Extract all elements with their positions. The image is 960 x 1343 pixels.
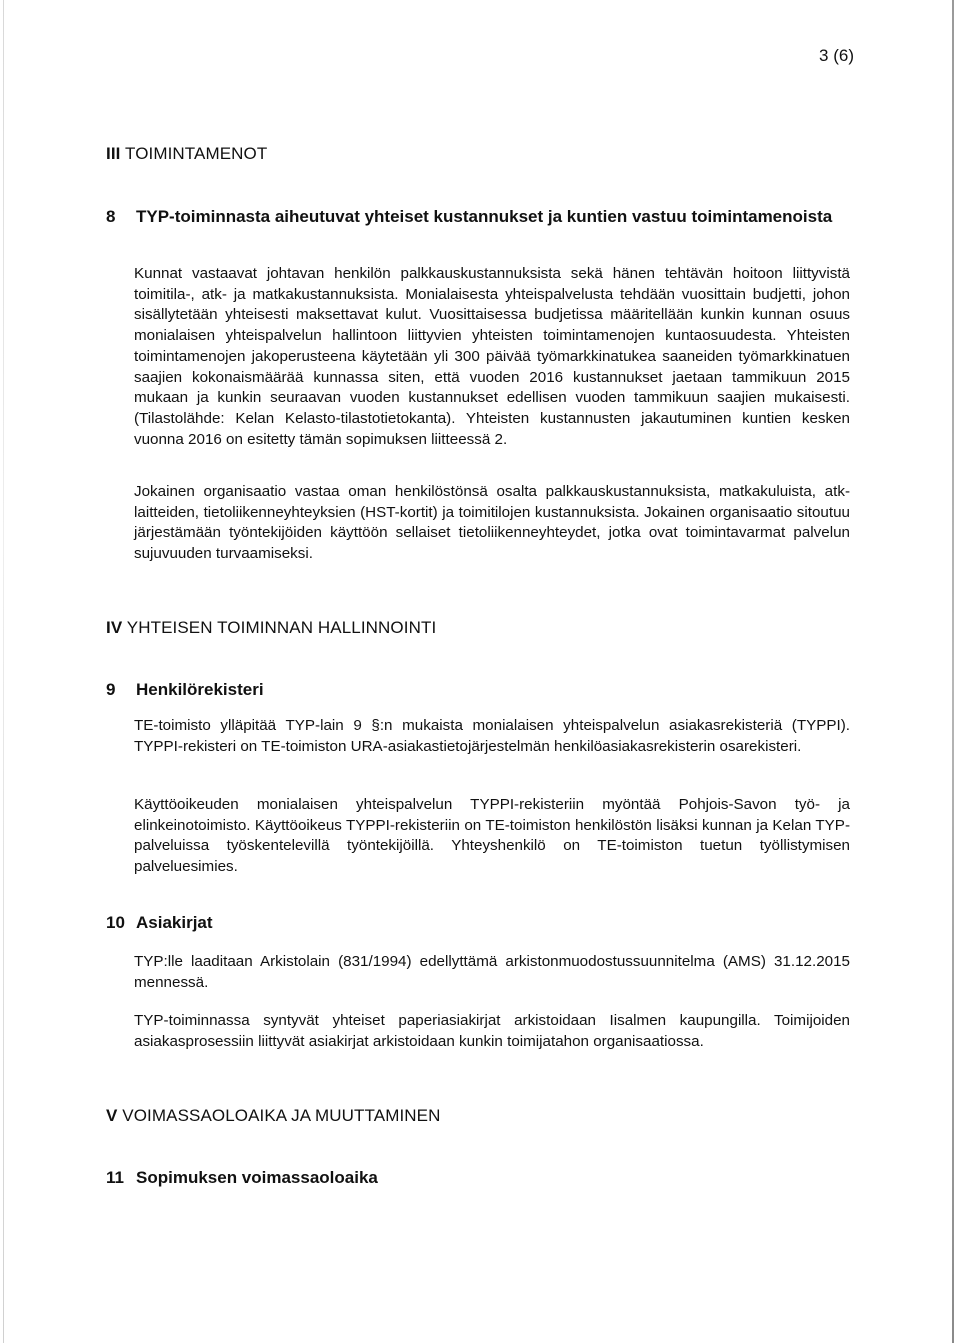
chapter-title: TOIMINTAMENOT — [125, 144, 268, 163]
section-heading-9 — [106, 679, 846, 701]
paragraph-costs: Kunnat vastaavat johtavan henkilön palkkauskustannuksista sekä hänen tehtävän hoitoon liittyvistä toimitila-, atk- ja matkakustannuksista. Monialaisesta yhteispalvelusta tehdään vuosittain budjetti, johon sisällytetään yhteisesti maksettavat kulut. Vuosittaisessa budjetissa määritellään kunkin kunnan osuus monialaisen yhteispalvelun hallintoon liittyvien yhteisten toimintamenojen kuntaosuudesta. Yhteisten toimintamenojen jakoperusteena käytetään yli 300 päivää työmarkkinatukea saaneiden työmarkkinatuen saajien kokonaismäärää kunnassa siten, että vuoden 2016 kustannukset jaetaan tammikuun 2015 mukaan ja kunkin seuraavan vuoden kustannukset edellisen vuoden tammikuun saajien mukaisesti. (Tilastolähde: Kelan Kelasto-tilastotietokanta). Yhteisten kustannusten jakautuminen kuntien kesken vuonna 2016 on esitetty tämän sopimuksen liitteessä 2. — [134, 265, 850, 448]
chapter-heading-iv — [106, 618, 436, 638]
chapter-title: YHTEISEN TOIMINNAN HALLINNOINTI — [126, 618, 437, 637]
section-number: 11 — [106, 1168, 124, 1187]
section-heading-11 — [106, 1167, 846, 1189]
section-number: 9 — [106, 680, 116, 699]
section-title: Henkilörekisteri — [136, 680, 264, 699]
paragraph-register: TE-toimisto ylläpitää TYP-lain 9 §:n mukaista monialaisen yhteispalvelun asiakasrekisteriä (TYPPI). TYPPI-rekisteri on TE-toimiston URA-asiakastietojärjestelmän henkilöasiakasrekisterin osarekisteri. — [134, 717, 850, 755]
scan-edge-left — [3, 0, 4, 1343]
scan-edge-right — [952, 0, 954, 1343]
section-number: 10 — [106, 913, 125, 932]
section-heading-8 — [106, 206, 846, 228]
section-title: TYP-toiminnasta aiheutuvat yhteiset kustannukset ja kuntien vastuu toimintamenoista — [136, 207, 833, 226]
section-title: Asiakirjat — [136, 913, 213, 932]
page-number: 3 (6) — [819, 46, 854, 65]
chapter-title: VOIMASSAOLOAIKA JA MUUTTAMINEN — [122, 1106, 441, 1125]
chapter-numeral: III — [106, 144, 121, 163]
paragraph-organisation-costs: Jokainen organisaatio vastaa oman henkilöstönsä osalta palkkauskustannuksista, matkakuluista, atk-laitteiden, tietoliikenneyhteyksien (HST-kortit) ja toimitilojen kustannuksista. Jokainen organisaatio sitoutuu järjestämään työntekijöiden käyttöön sellaiset tietoliikenneyhteydet, jotka ovat toimintavarmat palvelun sujuvuuden turvaamiseksi. — [134, 483, 850, 563]
chapter-heading-v — [106, 1106, 440, 1126]
chapter-numeral: V — [106, 1106, 118, 1125]
section-title: Sopimuksen voimassaoloaika — [136, 1168, 378, 1187]
section-number: 8 — [106, 207, 116, 226]
section-heading-10 — [106, 912, 846, 934]
chapter-numeral: IV — [106, 618, 123, 637]
paragraph-access-rights: Käyttöoikeuden monialaisen yhteispalvelun TYPPI-rekisteriin myöntää Pohjois-Savon työ- ja elinkeinotoimisto. Käyttöoikeus TYPPI-rekisteriin on TE-toimiston henkilöstön lisäksi kunnan ja Kelan TYP-palveluissa työskentelevillä työntekijöillä. Yhteyshenkilö on TE-toimiston tuetun työllistymisen palveluesimies. — [134, 796, 850, 876]
chapter-heading-iii — [106, 144, 267, 164]
paragraph-archive-plan: TYP:lle laaditaan Arkistolain (831/1994) edellyttämä arkistonmuodostussuunnitelma (AMS) 31.12.2015 mennessä. — [134, 953, 850, 991]
paragraph-archiving: TYP-toiminnassa syntyvät yhteiset paperiasiakirjat arkistoidaan Iisalmen kaupungilla. Toimijoiden asiakasprosessiin liittyvät asiakirjat arkistoidaan kunkin toimijatahon organisaatiossa. — [134, 1012, 850, 1050]
